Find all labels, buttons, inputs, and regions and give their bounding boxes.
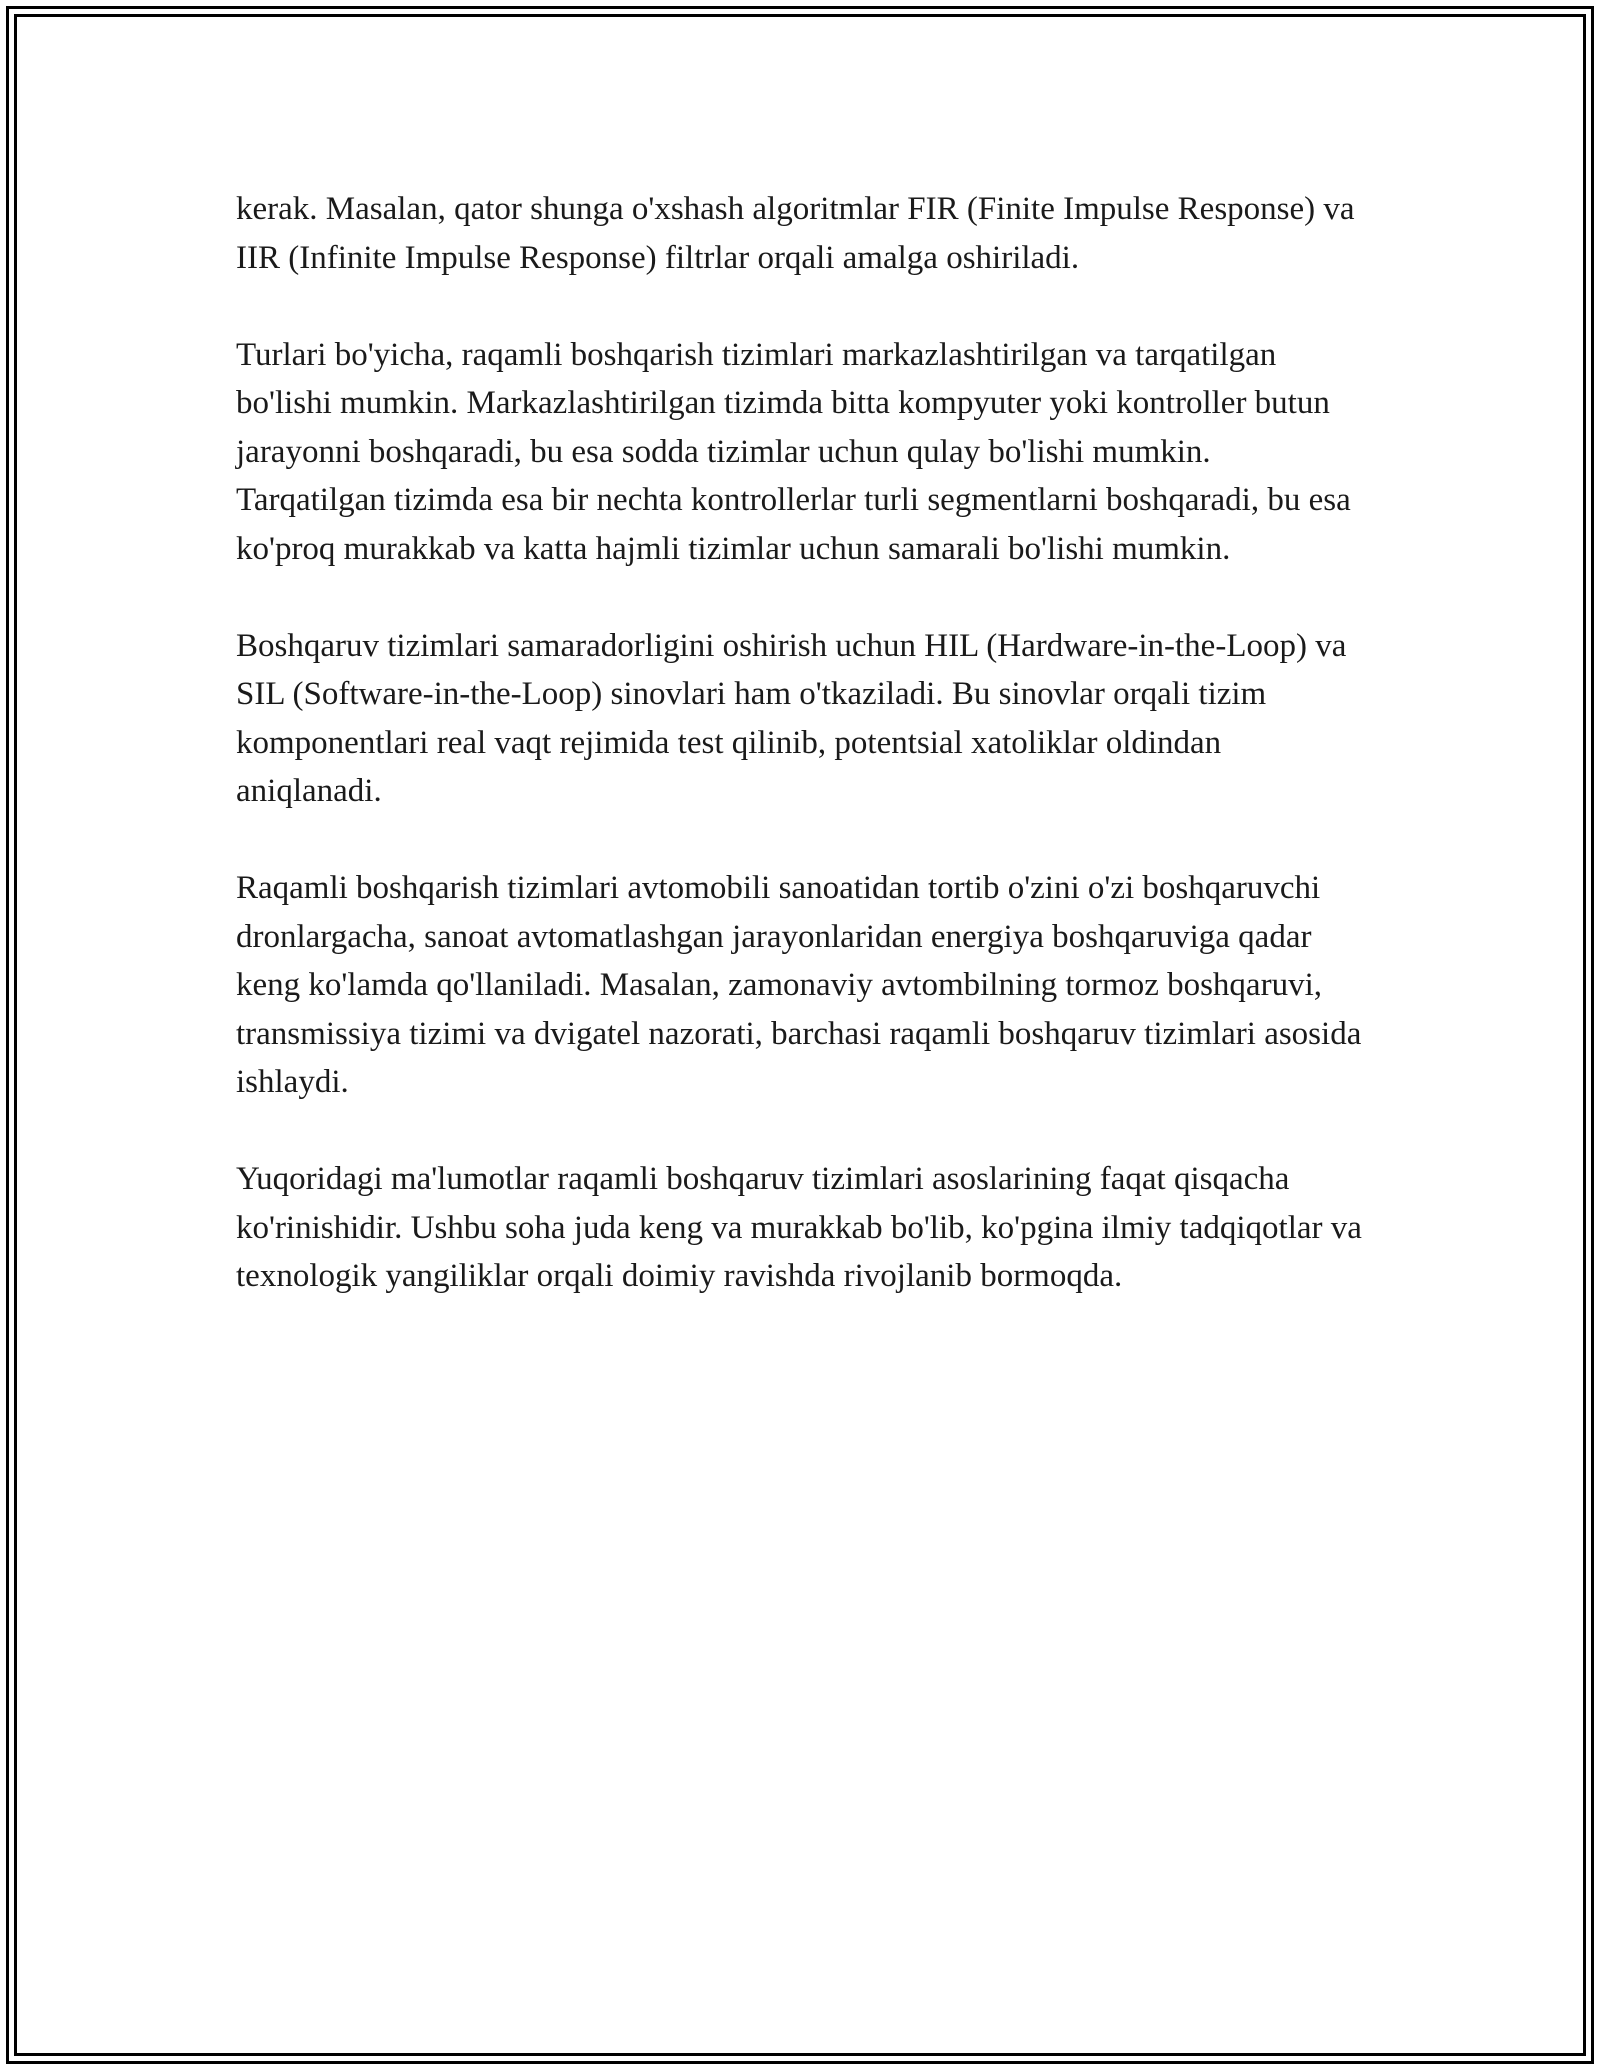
paragraph-4: Raqamli boshqarish tizimlari avtomobili sanoatidan tortib o'zini o'zi boshqaruvchi dronlargacha, sanoat avtomatlashgan jarayonlaridan energiya boshqaruviga qadar keng ko'lamda qo'llaniladi. Masalan, zamonaviy avtombilning tormoz boshqaruvi, transmissiya tizimi va dvigatel nazorati, barchasi raqamli boshqaruv tizimlari asosida ishlaydi. (236, 870, 1362, 1100)
paragraph-5: Yuqoridagi ma'lumotlar raqamli boshqaruv tizimlari asoslarining faqat qisqacha ko'rinishidir. Ushbu soha juda keng va murakkab bo'lib, ko'pgina ilmiy tadqiqotlar va texnologik yangiliklar orqali doimiy ravishda rivojlanib bormoqda. (236, 1161, 1362, 1294)
document-body (236, 185, 1366, 1349)
paragraph-1: kerak. Masalan, qator shunga o'xshash algoritmlar FIR (Finite Impulse Response) va IIR (Infinite Impulse Response) filtrlar orqali amalga oshiriladi. (236, 191, 1355, 276)
paragraph-2: Turlari bo'yicha, raqamli boshqarish tizimlari markazlashtirilgan va tarqatilgan bo'lishi mumkin. Markazlashtirilgan tizimda bitta kompyuter yoki kontroller butun jarayonni boshqaradi, bu esa sodda tizimlar uchun qulay bo'lishi mumkin. Tarqatilgan tizimda esa bir nechta kontrollerlar turli segmentlarni boshqaradi, bu esa ko'proq murakkab va katta hajmli tizimlar uchun samarali bo'lishi mumkin. (236, 336, 1351, 567)
paragraph-3: Boshqaruv tizimlari samaradorligini oshirish uchun HIL (Hardware-in-the-Loop) va SIL (Software-in-the-Loop) sinovlari ham o'tkaziladi. Bu sinovlar orqali tizim komponentlari real vaqt rejimida test qilinib, potentsial xatoliklar oldindan aniqlanadi. (236, 627, 1347, 809)
